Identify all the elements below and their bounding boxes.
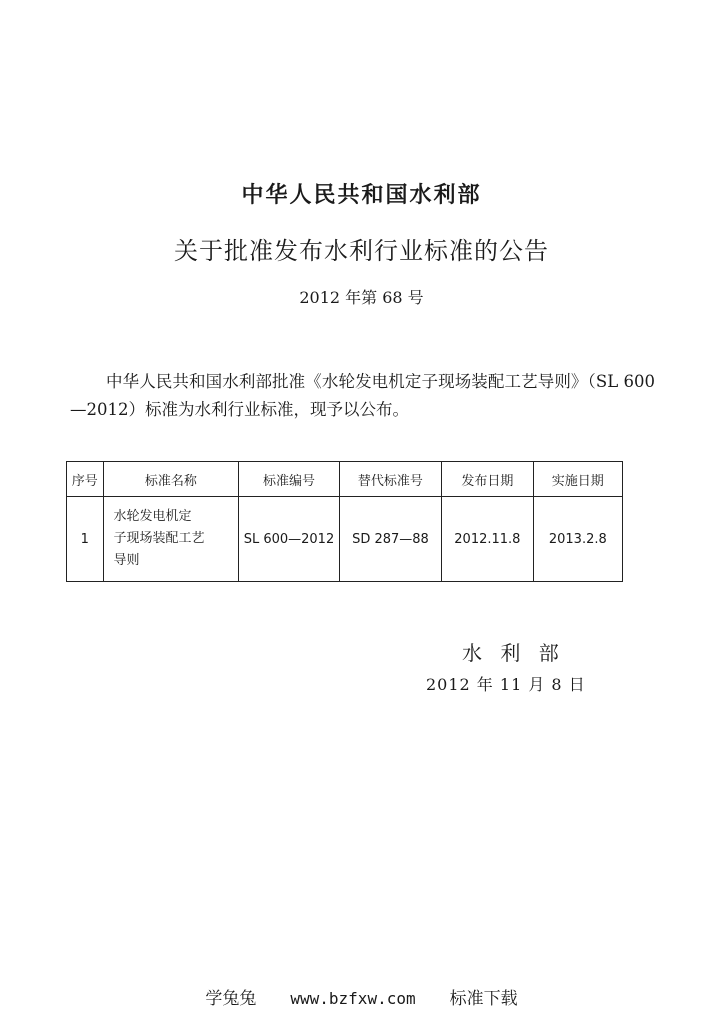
cell-name: [103, 497, 239, 582]
column-header-name: 标准名称: [103, 462, 239, 497]
column-header-effective: 实施日期: [533, 462, 622, 497]
column-header-published: 发布日期: [442, 462, 533, 497]
announcement-number: 2012 年第 68 号: [299, 288, 424, 307]
cell-code: SL 600—2012: [239, 497, 340, 582]
cell-effective: 2013.2.8: [533, 497, 622, 582]
footer-tagline: 标准下载: [449, 989, 518, 1009]
cell-replaces: SD 287—88: [339, 497, 441, 582]
column-header-seq: 序号: [67, 462, 104, 497]
column-header-code: 标准编号: [239, 462, 340, 497]
announcement-body: 中华人民共和国水利部批准《水轮发电机定子现场装配工艺导则》（SL 600—2012）标准为水利行业标准，现予以公布。: [70, 372, 655, 419]
cell-name-line: 子现场装配工艺: [113, 531, 205, 546]
signature-organization: 水 利 部: [462, 641, 565, 665]
table-header-row: [67, 462, 623, 497]
column-header-replaces: 替代标准号: [339, 462, 441, 497]
table-row: [67, 497, 623, 582]
footer-site-name: 学兔兔: [205, 989, 257, 1009]
cell-seq: 1: [67, 497, 104, 582]
page-footer: [0, 984, 723, 1009]
issuing-organization: 中华人民共和国水利部: [241, 182, 482, 208]
announcement-title: 关于批准发布水利行业标准的公告: [174, 237, 549, 265]
standards-table: [66, 461, 623, 582]
signature-date: 2012 年 11 月 8 日: [426, 675, 586, 694]
cell-name-line: 导则: [113, 553, 140, 568]
cell-name-line: 水轮发电机定: [113, 509, 192, 524]
footer-url-link[interactable]: www.bzfxw.com: [290, 989, 416, 1008]
cell-published: 2012.11.8: [442, 497, 533, 582]
